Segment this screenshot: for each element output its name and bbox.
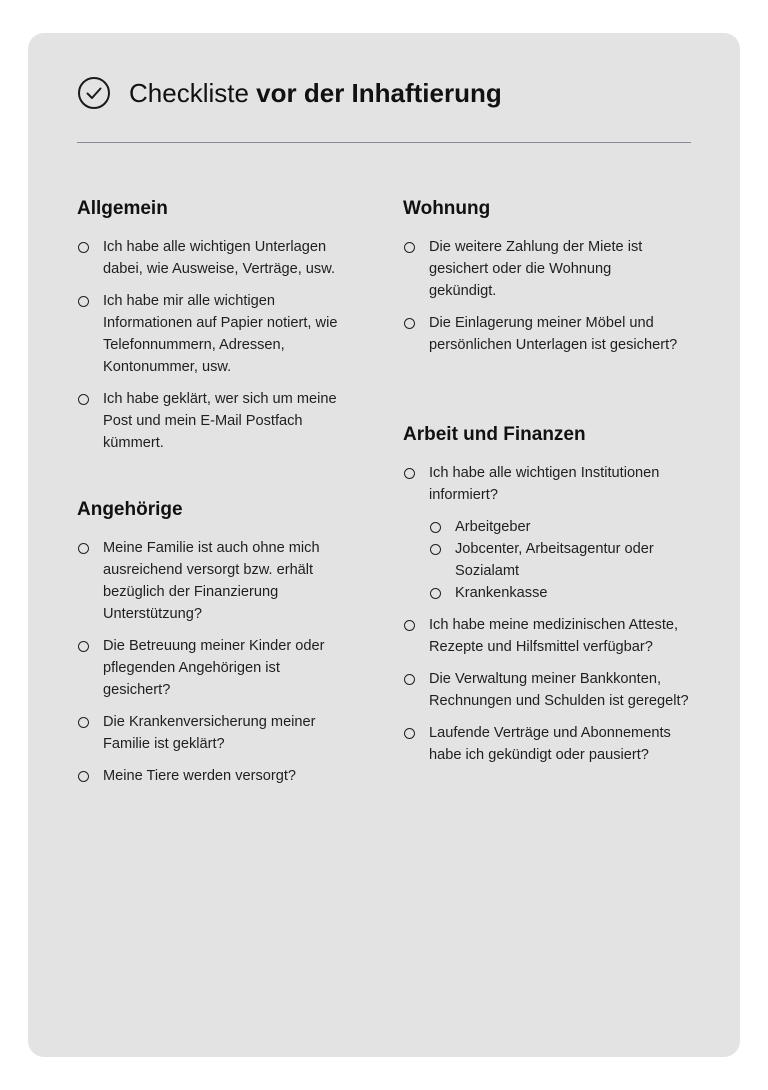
check-circle-icon — [77, 76, 111, 110]
section-heading: Allgemein — [77, 198, 168, 219]
section-angehoerige — [77, 497, 367, 797]
checkbox-circle-icon[interactable] — [404, 674, 415, 685]
item-text: Ich habe geklärt, wer sich um meine Post und mein E-Mail Postfach kümmert. — [103, 391, 337, 451]
section-heading: Wohnung — [403, 198, 491, 219]
item-text: Die Einlagerung meiner Möbel und persönlichen Unterlagen ist gesichert? — [429, 315, 678, 353]
item-text: Ich habe meine medizinischen Atteste, Rezepte und Hilfsmittel verfügbar? — [429, 617, 679, 655]
item-text: Arbeitgeber — [455, 519, 531, 535]
checklist-item[interactable] — [77, 765, 365, 787]
checklist-item[interactable] — [403, 722, 697, 766]
section-allgemein — [77, 196, 367, 464]
checkbox-circle-icon[interactable] — [78, 242, 89, 253]
checkbox-circle-icon[interactable] — [404, 468, 415, 479]
checkbox-circle-icon[interactable] — [430, 544, 441, 555]
item-text: Krankenkasse — [455, 585, 548, 601]
checklist-item[interactable] — [77, 635, 343, 701]
checkbox-circle-icon[interactable] — [430, 522, 441, 533]
checklist-item[interactable] — [77, 290, 353, 378]
item-text: Ich habe alle wichtigen Institutionen informiert? — [429, 465, 660, 503]
checkbox-circle-icon[interactable] — [78, 641, 89, 652]
checkbox-circle-icon[interactable] — [78, 296, 89, 307]
header-divider — [77, 142, 691, 143]
item-text: Ich habe alle wichtigen Unterlagen dabei, wie Ausweise, Verträge, usw. — [103, 239, 336, 277]
item-text: Die weitere Zahlung der Miete ist gesichert oder die Wohnung gekündigt. — [429, 239, 643, 299]
checkbox-circle-icon[interactable] — [404, 318, 415, 329]
title-regular: Checkliste — [129, 78, 249, 108]
checklist-item[interactable] — [77, 388, 365, 454]
checklist-item[interactable] — [77, 537, 353, 625]
checkbox-circle-icon[interactable] — [78, 771, 89, 782]
checklist-item[interactable] — [77, 711, 365, 755]
section-arbeit-finanzen — [403, 422, 703, 776]
section-wohnung — [403, 196, 703, 366]
checkbox-circle-icon[interactable] — [430, 588, 441, 599]
checkbox-circle-icon[interactable] — [404, 728, 415, 739]
checklist-item[interactable] — [403, 236, 679, 302]
checklist-item[interactable] — [403, 668, 691, 712]
checkbox-circle-icon[interactable] — [78, 394, 89, 405]
item-text: Meine Familie ist auch ohne mich ausreichend versorgt bzw. erhält bezüglich der Finanzierung Unterstützung? — [103, 540, 320, 622]
checklist-item[interactable] — [403, 312, 687, 356]
sub-checklist-item[interactable] — [429, 582, 685, 604]
page-title — [129, 76, 502, 110]
checklist-item[interactable] — [403, 462, 719, 604]
section-heading: Angehörige — [77, 499, 183, 520]
item-text: Die Betreuung meiner Kinder oder pflegenden Angehörigen ist gesichert? — [103, 638, 325, 698]
checkbox-circle-icon[interactable] — [78, 717, 89, 728]
checkbox-circle-icon[interactable] — [78, 543, 89, 554]
item-text: Ich habe mir alle wichtigen Informationen auf Papier notiert, wie Telefonnummern, Adressen, Kontonummer, usw. — [103, 293, 338, 375]
title-bold: vor der Inhaftierung — [256, 78, 502, 108]
checklist-item[interactable] — [403, 614, 691, 658]
sub-checklist-item[interactable] — [429, 538, 655, 582]
checkbox-circle-icon[interactable] — [404, 242, 415, 253]
item-text: Laufende Verträge und Abonnements habe ich gekündigt oder pausiert? — [429, 725, 671, 763]
checklist-item[interactable] — [77, 236, 363, 280]
item-text: Die Krankenversicherung meiner Familie ist geklärt? — [103, 714, 316, 752]
item-text: Meine Tiere werden versorgt? — [103, 768, 297, 784]
item-text: Jobcenter, Arbeitsagentur oder Sozialamt — [455, 541, 654, 579]
sub-checklist-item[interactable] — [429, 516, 685, 538]
item-text: Die Verwaltung meiner Bankkonten, Rechnungen und Schulden ist geregelt? — [429, 671, 689, 709]
checkbox-circle-icon[interactable] — [404, 620, 415, 631]
sub-checklist — [429, 516, 719, 604]
section-heading: Arbeit und Finanzen — [403, 424, 586, 445]
